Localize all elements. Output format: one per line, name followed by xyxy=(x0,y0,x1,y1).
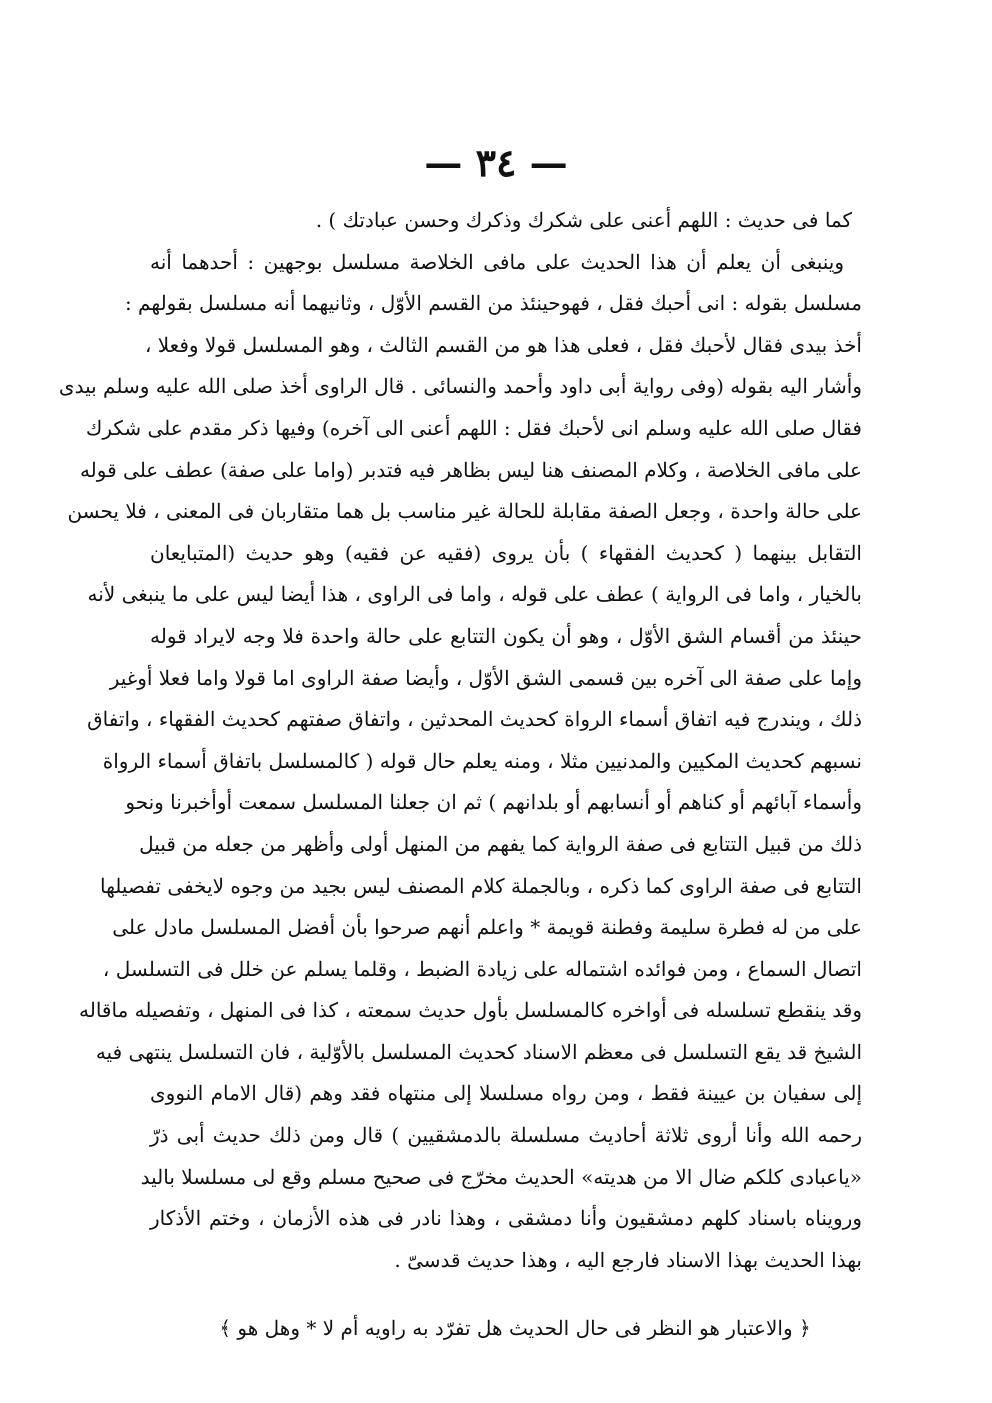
text-line: اتصال السماع ، ومن فوائده اشتماله على زيادة الضبط ، وقلما يسلم عن خلل فى التسلسل ، xyxy=(102,956,862,981)
page-number: — ٣٤ — xyxy=(424,140,568,185)
text-line: على من له فطرة سليمة وفطنة قويمة * واعلم أنهم صرحوا بأن أفضل المسلسل مادل على xyxy=(112,915,862,940)
text-line: على مافى الخلاصة ، وكلام المصنف هنا ليس بظاهر فيه فتدبر (واما على صفة) عطف على قوله xyxy=(79,457,862,482)
text-line: ذلك ، ويندرج فيه اتفاق أسماء الرواة كحديث المحدثين ، واتفاق صفتهم كحديث الفقهاء ، واتفاق xyxy=(87,707,862,732)
text-line: بهذا الحديث بهذا الاسناد فارجع اليه ، وهذا حديث قدسىّ . xyxy=(394,1247,862,1272)
text-line: وينبغى أن يعلم أن هذا الحديث على مافى الخلاصة مسلسل بوجهين : أحدهما أنه xyxy=(150,249,844,274)
text-line: «ياعبادى كلكم ضال الا من هديته» الحديث مخرّج فى صحيح مسلم وقع لى مسلسلا باليد xyxy=(140,1164,862,1189)
text-line: الشيخ قد يقع التسلسل فى معظم الاسناد كحديث المسلسل بالأوّلية ، فان التسلسل ينتهى فيه xyxy=(95,1039,862,1064)
text-line: بالخيار ، واما فى الرواية ) عطف على قوله ، واما فى الراوى ، هذا أيضا ليس على ما ينبغى لأنه xyxy=(87,582,862,607)
text-line: مسلسل بقوله : انى أحبك فقل ، فهوحينئذ من القسم الأوّل ، وثانيهما أنه مسلسل بقولهم : xyxy=(124,291,862,316)
text-line: التقابل بينهما ( كحديث الفقهاء ) بأن يروى (فقيه عن فقيه) وهو حديث (المتبايعان xyxy=(150,540,862,565)
text-line: وقد ينقطع تسلسله فى أواخره كالمسلسل بأول حديث سمعته ، كذا فى المنهل ، وتفصيله ماقاله xyxy=(79,998,862,1023)
text-line: وإما على صفة الى آخره بين قسمى الشق الأوّل ، وأيضا صفة الراوى اما قولا واما فعلا أوغير xyxy=(109,665,862,690)
text-line: فقال صلى الله عليه وسلم انى لأحبك فقل : اللهم أعنى الى آخره) وفيها ذكر مقدم على شكرك xyxy=(85,415,862,440)
text-line: التتابع فى صفة الراوى كما ذكره ، وبالجملة كلام المصنف ليس بجيد من وجوه لايخفى تفصيلها xyxy=(99,873,862,898)
text-line: حينئذ من أقسام الشق الأوّل ، وهو أن يكون التتابع على حالة واحدة فلا وجه لايراد قوله xyxy=(150,623,862,648)
text-line: إلى سفيان بن عيينة فقط ، ومن رواه مسلسلا إلى منتهاه فقد وهم (قال الامام النووى xyxy=(150,1081,862,1106)
text-line: كما فى حديث : اللهم أعنى على شكرك وذكرك وحسن عبادتك ) . xyxy=(315,208,852,232)
main-text-block xyxy=(58,200,862,1281)
text-line: ورويناه باسناد كلهم دمشقيون وأنا دمشقى ، وهذا نادر فى هذه الأزمان ، وختم الأذكار xyxy=(150,1206,862,1231)
text-line: أخذ بيدى فقال لأحبك فقل ، فعلى هذا هو من القسم الثالث ، وهو المسلسل قولا وفعلا ، xyxy=(144,332,862,357)
text-line: على حالة واحدة ، وجعل الصفة مقابلة للحالة غير مناسب بل هما متقاربان فى المعنى ، فلا يحسن xyxy=(67,499,862,524)
text-line: وأشار اليه بقوله (وفى رواية أبى داود وأحمد والنسائى . قال الراوى أخذ صلى الله عليه وسلم بيدى xyxy=(58,374,862,399)
text-line: ذلك من قبيل التتابع فى صفة الرواية كما يفهم من المنهل أولى وأظهر من جعله من قبيل xyxy=(139,831,862,856)
text-line: رحمه الله وأنا أروى ثلاثة أحاديث مسلسلة بالدمشقيين ) قال ومن ذلك حديث أبى ذرّ xyxy=(150,1123,862,1148)
text-line: وأسماء آبائهم أو كناهم أو أنسابهم أو بلدانهم ) ثم ان جعلنا المسلسل سمعت أوأخبرنا ونحو xyxy=(125,790,862,815)
text-line: نسبهم كحديث المكيين والمدنيين مثلا ، ومنه يعلم حال قوله ( كالمسلسل باتفاق أسماء الرواة xyxy=(102,748,862,773)
section-heading: ﴿ والاعتبار هو النظر فى حال الحديث هل تفرّد به راويه أم لا * وهل هو ﴾ xyxy=(219,1316,811,1340)
